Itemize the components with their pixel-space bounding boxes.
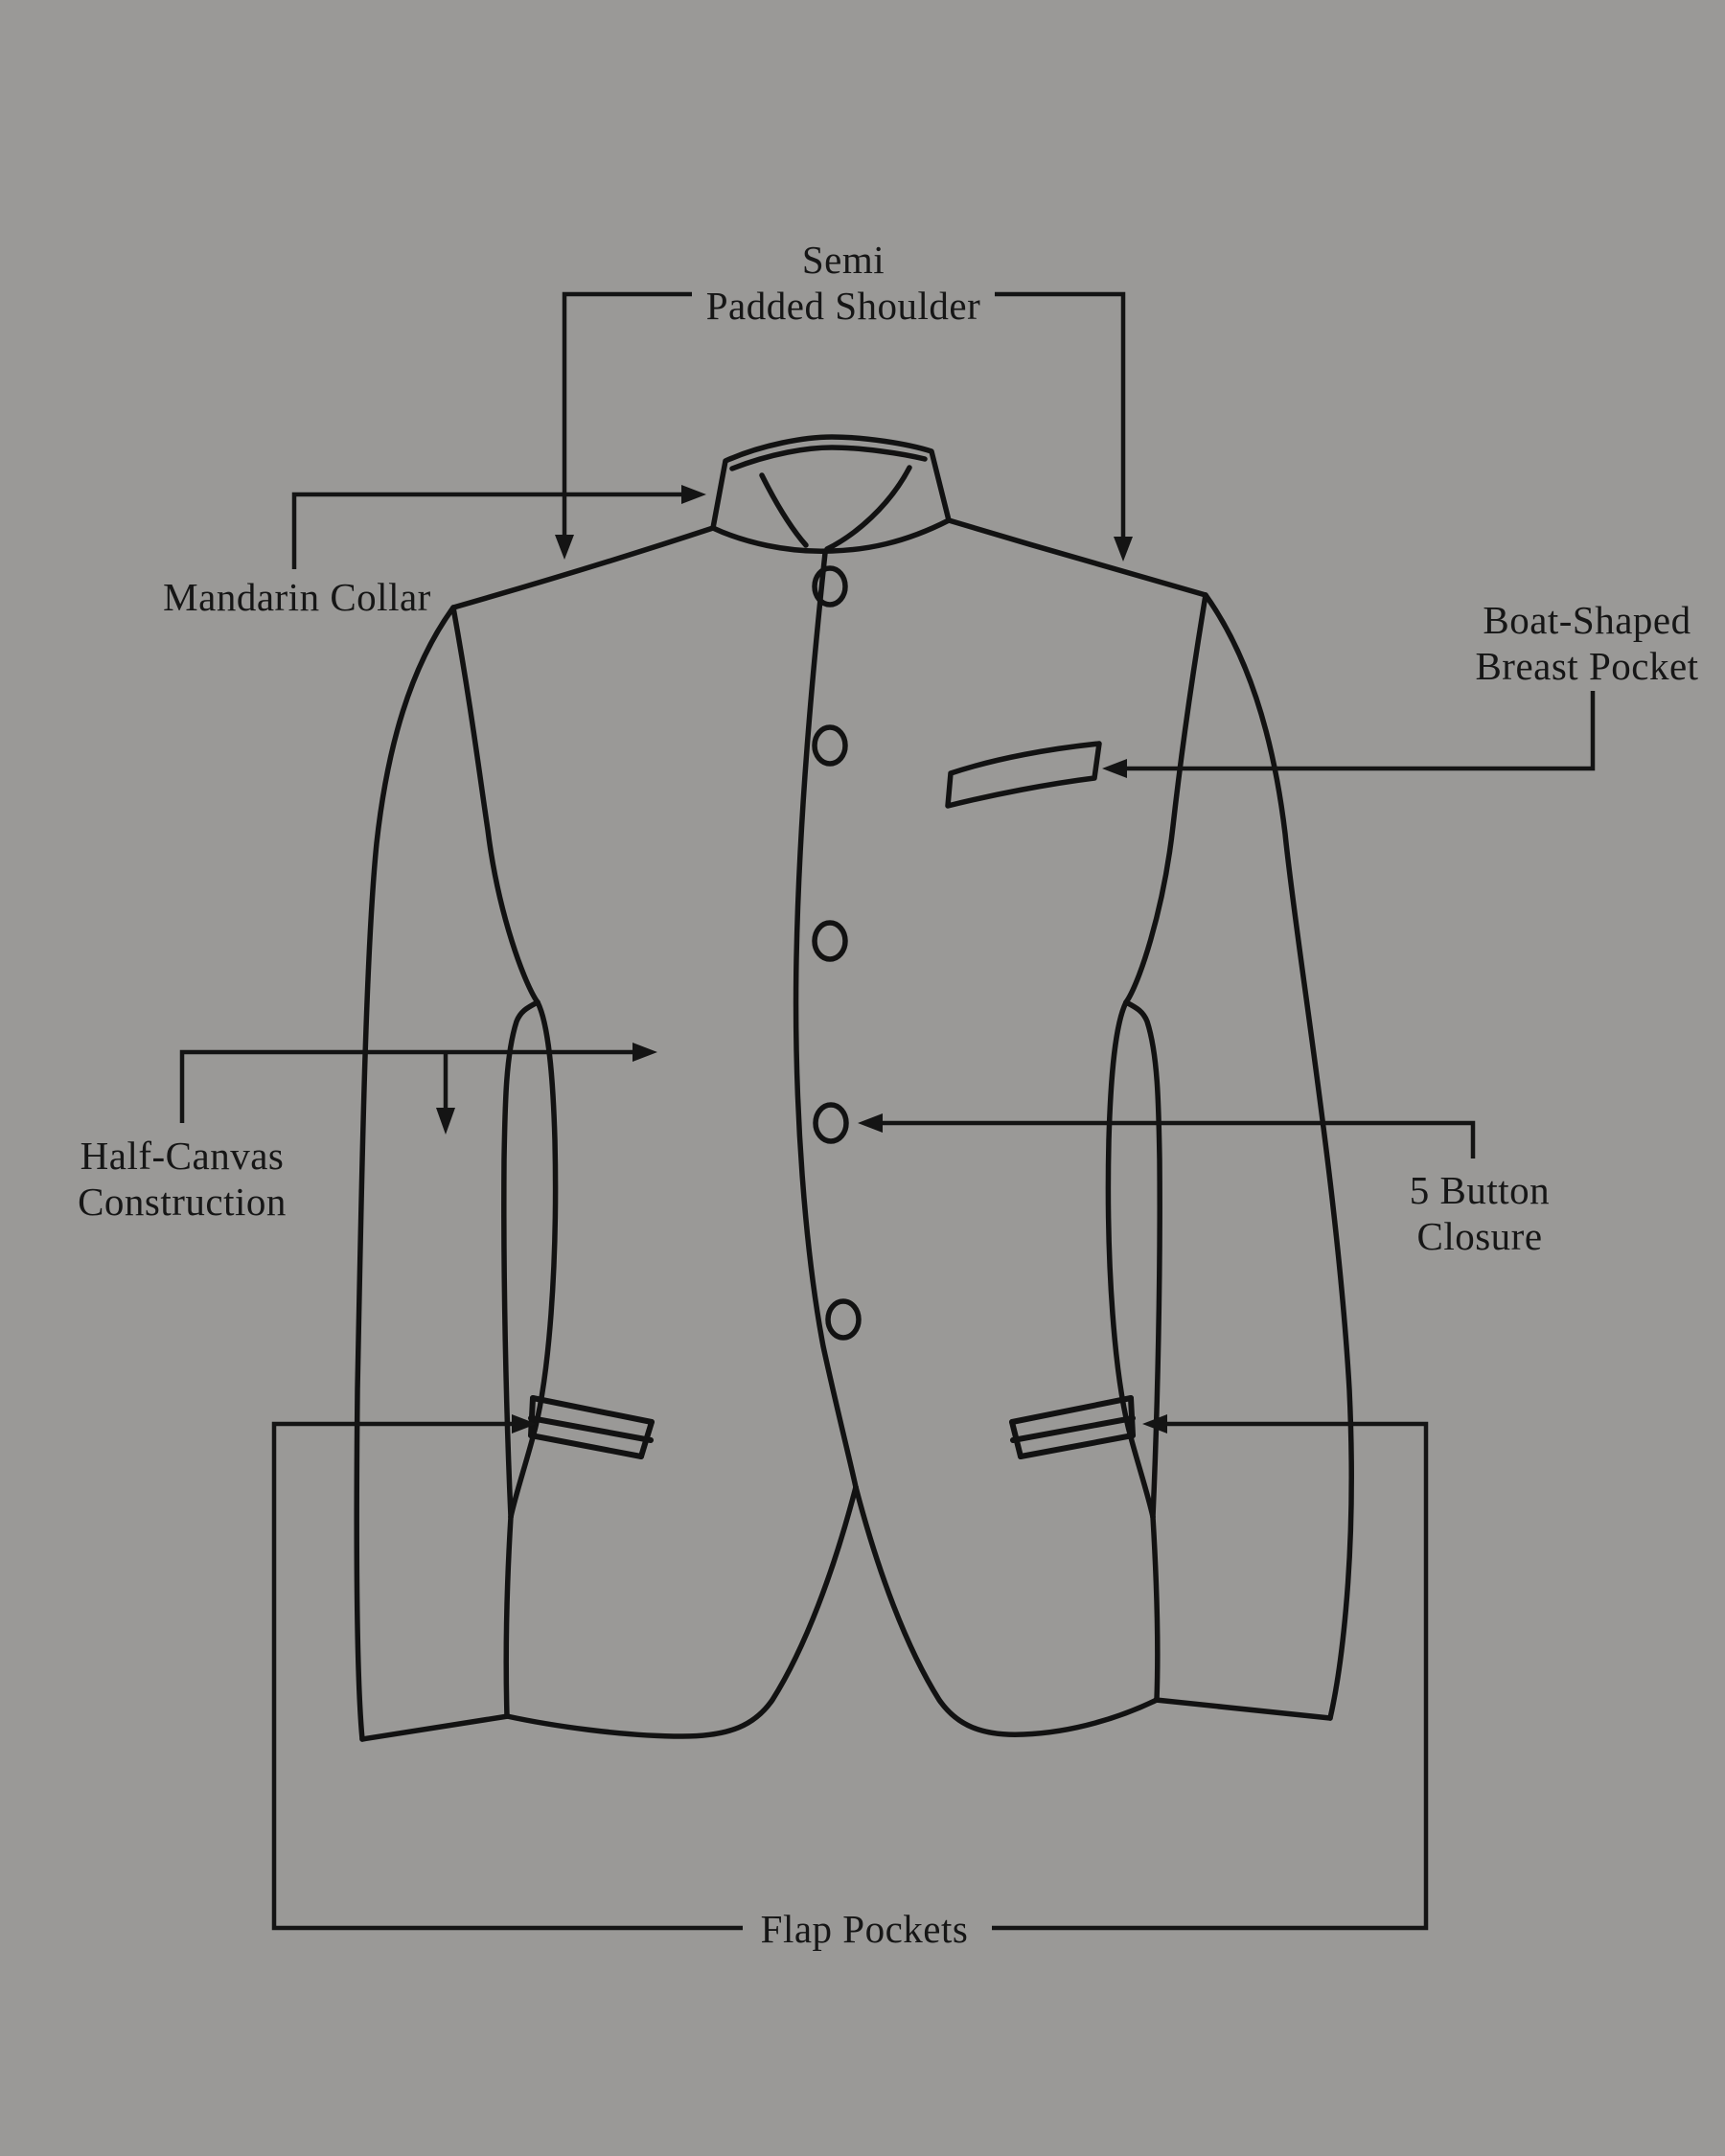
button-2	[815, 727, 845, 764]
left-seam-to-hem	[506, 1517, 511, 1716]
label-line: Flap Pockets	[760, 1907, 969, 1951]
left-cuff	[362, 1716, 508, 1739]
right-cuff	[1156, 1700, 1330, 1718]
collar-v-left	[762, 475, 806, 545]
arrow-right-front-panel	[632, 1043, 657, 1062]
left-armhole	[453, 608, 538, 1002]
arrow-left-breast-pocket	[1102, 759, 1127, 778]
hem-right	[856, 1487, 1157, 1734]
label-boat-shaped-breast-pocket	[1475, 597, 1698, 689]
label-mandarin-collar	[163, 574, 431, 620]
leader-semi-padded-shoulder	[555, 294, 1133, 562]
label-line: Construction	[78, 1180, 287, 1224]
label-line: Breast Pocket	[1475, 644, 1699, 688]
label-line: 5 Button	[1409, 1168, 1551, 1212]
label-flap-pockets	[761, 1906, 969, 1952]
leader-boat-breast-pocket	[1102, 691, 1593, 778]
leader-half-canvas	[182, 1043, 657, 1135]
flap-pocket-right	[1012, 1398, 1133, 1456]
arrow-down-sleeve	[436, 1108, 455, 1135]
right-armhole	[1126, 595, 1206, 1002]
leader-five-button-closure	[858, 1113, 1473, 1158]
label-line: Closure	[1416, 1214, 1543, 1258]
label-five-button-closure	[1410, 1167, 1550, 1259]
hem-left	[507, 1487, 856, 1736]
arrow-down-right-shoulder	[1114, 537, 1133, 562]
label-line: Boat-Shaped	[1483, 598, 1691, 642]
label-line: Semi	[801, 238, 886, 282]
arrow-down-left-shoulder	[555, 535, 574, 560]
flap-pocket-left	[531, 1398, 652, 1456]
button-3	[815, 923, 845, 959]
collar-v-right	[827, 468, 909, 549]
arrow-left-button	[858, 1113, 883, 1133]
arrow-right-collar	[681, 485, 706, 504]
leader-mandarin-collar	[294, 485, 706, 569]
label-semi-padded-shoulder	[706, 237, 981, 329]
right-shoulder-seam	[949, 520, 1206, 595]
breast-pocket	[948, 744, 1099, 806]
left-shoulder-seam	[453, 528, 713, 608]
label-line: Half-Canvas	[80, 1134, 285, 1178]
left-sleeve-outer	[356, 608, 453, 1739]
right-seam-to-hem	[1153, 1517, 1158, 1700]
label-line: Mandarin Collar	[163, 575, 431, 619]
jacket-outline	[356, 437, 1351, 1739]
button-4	[816, 1105, 846, 1141]
right-sleeve-outer	[1206, 595, 1351, 1718]
label-half-canvas-construction	[78, 1133, 287, 1225]
button-column	[815, 568, 859, 1338]
label-line: Padded Shoulder	[705, 284, 981, 328]
front-center-edge	[796, 553, 856, 1487]
leader-flap-pockets	[274, 1414, 1426, 1928]
button-5	[828, 1301, 859, 1338]
